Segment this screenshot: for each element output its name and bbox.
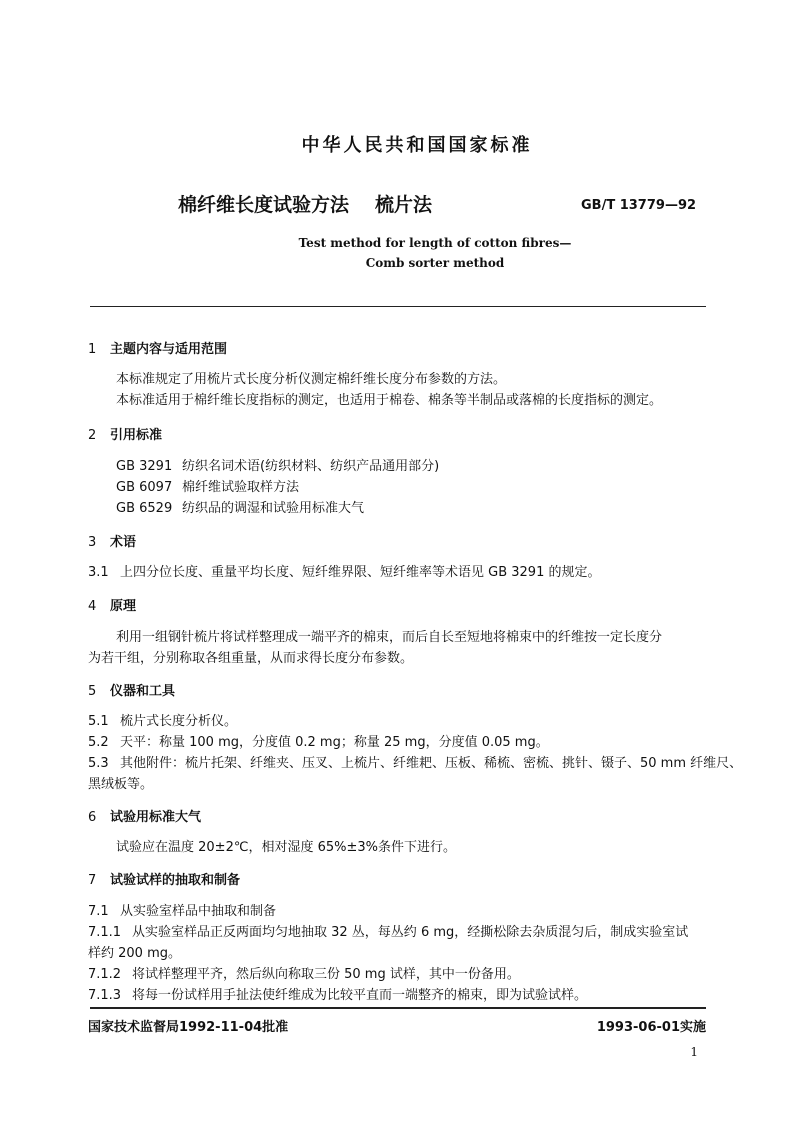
section-5-item-3-cont: 黑绒板等。: [88, 777, 154, 792]
section-4-heading: 4 原理: [88, 599, 137, 614]
section-5-item-2: 5.2 天平：称量 100 mg，分度值 0.2 mg；称量 25 mg，分度值 0.05 mg。: [88, 735, 549, 750]
page-number: 1: [690, 1045, 698, 1059]
reference-item: GB 6097 棉纤维试验取样方法: [116, 480, 300, 495]
english-title-line2: Comb sorter method: [365, 256, 505, 270]
section-5-item-1: 5.1 梳片式长度分析仪。: [88, 714, 238, 729]
section-7-item-1-2: 7.1.2 将试样整理平齐，然后纵向称取三份 50 mg 试样，其中一份备用。: [88, 967, 520, 982]
document-title: [178, 190, 432, 217]
title-main: 棉纤维长度试验方法: [178, 194, 350, 216]
reference-item: GB 6529 纺织品的调湿和试验用标准大气: [116, 501, 365, 516]
section-3-item-1: 3.1 上四分位长度、重量平均长度、短纤维界限、短纤维率等术语见 GB 3291 的规定。: [88, 565, 601, 580]
section-7-item-1-3: 7.1.3 将每一份试样用手扯法使纤维成为比较平直而一端整齐的棉束，即为试验试样。: [88, 988, 588, 1003]
implementation-date: 1993-06-01实施: [596, 1020, 706, 1035]
section-6-heading: 6 试验用标准大气: [88, 810, 202, 825]
reference-item: GB 3291 纺织名词术语(纺织材料、纺织产品通用部分): [116, 459, 440, 474]
section-2-heading: 2 引用标准: [88, 428, 163, 443]
section-3-heading: 3 术语: [88, 535, 137, 550]
section-5-item-3: 5.3 其他附件：梳片托架、纤维夹、压叉、上梳片、纤维耙、压板、稀梳、密梳、挑针、镊子、50 mm 纤维尺、: [88, 756, 743, 771]
section-1-para-2: 本标准适用于棉纤维长度指标的测定，也适用于棉卷、棉条等半制品或落棉的长度指标的测定。: [116, 393, 663, 408]
national-standard-heading: 中华人民共和国国家标准: [301, 135, 533, 156]
section-7-item-1-1: 7.1.1 从实验室样品正反两面均匀地抽取 32 丛，每丛约 6 mg，经撕松除去杂质混匀后，制成实验室试: [88, 925, 689, 940]
section-7-item-1: 7.1 从实验室样品中抽取和制备: [88, 904, 277, 919]
section-6-para-1: 试验应在温度 20±2℃，相对湿度 65%±3%条件下进行。: [116, 840, 456, 855]
section-4-para-2: 为若干组，分别称取各组重量，从而求得长度分布参数。: [88, 651, 414, 666]
section-1-para-1: 本标准规定了用梳片式长度分析仪测定棉纤维长度分布参数的方法。: [116, 372, 507, 387]
section-7-item-1-1-cont: 样约 200 mg。: [88, 946, 181, 961]
title-method: 梳片法: [375, 194, 433, 216]
section-4-para-1: 利用一组钢针梳片将试样整理成一端平齐的棉束，而后自长至短地将棉束中的纤维按一定长度分: [116, 630, 663, 645]
footer-divider: [90, 1007, 706, 1009]
section-7-heading: 7 试验试样的抽取和制备: [88, 873, 241, 888]
standard-number: GB/T 13779—92: [581, 198, 697, 213]
section-5-heading: 5 仪器和工具: [88, 684, 176, 699]
approval-date: 国家技术监督局1992-11-04批准: [88, 1020, 289, 1035]
header-divider: [90, 306, 706, 307]
english-title-line1: Test method for length of cotton fibres—: [298, 236, 572, 250]
section-1-heading: 1 主题内容与适用范围: [88, 342, 228, 357]
